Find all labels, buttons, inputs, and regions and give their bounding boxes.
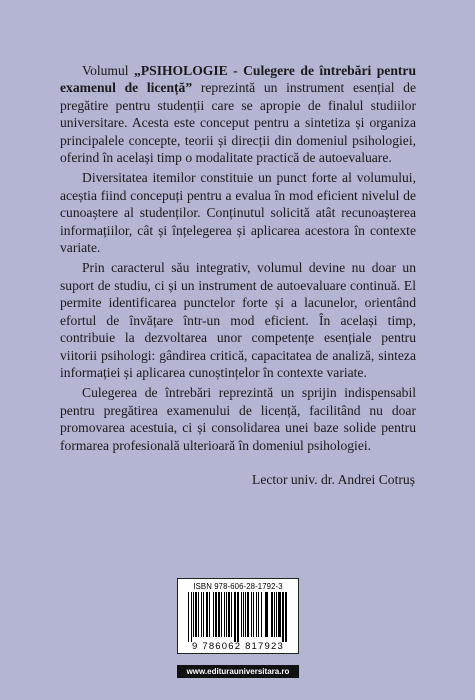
barcode-bar <box>256 592 257 637</box>
paragraph-3: Prin caracterul său integrativ, volumul devine nu doar un suport de studiu, ci și un instrument de autoevaluare continuă. El permite identificarea punctelor forte și a lacunelor, orientând efortul de învățare într-un mod eficient. În același timp, contribuie la dezvoltarea unor competențe esențiale pentru viitorii psihologi: gândirea critică, capacitatea de analiză, sinteza informației și aplicarea cunoștințelor în contexte variate. <box>60 260 416 380</box>
barcode-bar <box>206 592 208 637</box>
barcode-bar <box>276 592 277 637</box>
barcode-bar <box>261 592 262 637</box>
barcode-bar <box>265 592 268 637</box>
paragraph-1-rest: reprezintă un instrument esențial de pregătire pentru studenții care se apropie de finalul studiilor universitare. Acesta este conceput pentru a sintetiza și organiza principalele concepte, teorii și direcții din domeniul psihologiei, oferind în același timp o modalitate practică de autoevaluare. <box>60 80 416 166</box>
barcode-bar <box>188 592 189 642</box>
barcode-bar <box>278 592 281 637</box>
barcode-bar <box>245 592 246 637</box>
barcode-bar <box>198 592 199 637</box>
barcode-bar <box>226 592 227 637</box>
author-signature: Lector univ. dr. Andrei Cotruș <box>252 472 415 487</box>
paragraph-2: Diversitatea itemilor constituie un punct forte al volumului, aceștia fiind concepuți pentru a evalua în mod eficient nivelul de cunoaștere al studenților. Conținutul solicită atât recunoașterea informațiilor, cât și înțelegerea și aplicarea acestora în contexte variate. <box>60 170 416 256</box>
barcode-bar <box>258 592 259 637</box>
barcode-bar <box>228 592 230 637</box>
barcode-bar <box>215 592 217 637</box>
isbn-label: ISBN 978-606-28-1792-3 <box>193 582 283 591</box>
barcode-bar <box>274 592 275 637</box>
paragraph-1-intro: Volumul <box>82 63 135 78</box>
barcode-bar <box>209 592 210 637</box>
barcode-bar <box>201 592 202 637</box>
barcode-bar <box>234 592 236 642</box>
barcode-bar <box>282 592 284 642</box>
barcode-bar <box>191 592 192 642</box>
barcode-bar <box>253 592 254 637</box>
barcode-bar <box>285 592 287 642</box>
barcode-bar <box>218 592 220 637</box>
ean-digits: 9 786062 817923 <box>192 641 284 652</box>
paragraph-1 <box>60 62 416 166</box>
barcode-bar <box>243 592 244 637</box>
isbn-barcode <box>177 578 299 654</box>
barcode-bar <box>195 592 197 637</box>
barcode-bar <box>221 592 222 637</box>
barcode-bar <box>237 592 239 642</box>
barcode-bar <box>251 592 252 637</box>
barcode-bar <box>193 592 194 637</box>
paragraph-4: Culegerea de întrebări reprezintă un sprijin indispensabil pentru pregătirea examenului de licență, facilitând nu doar promovarea acestuia, ci și consolidarea unei baze solide pentru formarea profesională ulterioară în domeniul psihologiei. <box>60 385 416 453</box>
barcode-bar <box>213 592 214 637</box>
barcode-bars-icon <box>184 592 292 642</box>
barcode-bar <box>241 592 242 637</box>
publisher-website: www.editurauniversitara.ro <box>177 665 299 678</box>
barcode-bar <box>271 592 273 637</box>
barcode-bar <box>224 592 225 637</box>
barcode-bar <box>231 592 232 637</box>
barcode-bar <box>247 592 249 637</box>
back-cover-text <box>60 62 416 457</box>
book-title: „PSIHOLOGIE - Culegere de întrebări pentru examenul de licență” <box>60 63 417 96</box>
barcode-bar <box>203 592 204 637</box>
